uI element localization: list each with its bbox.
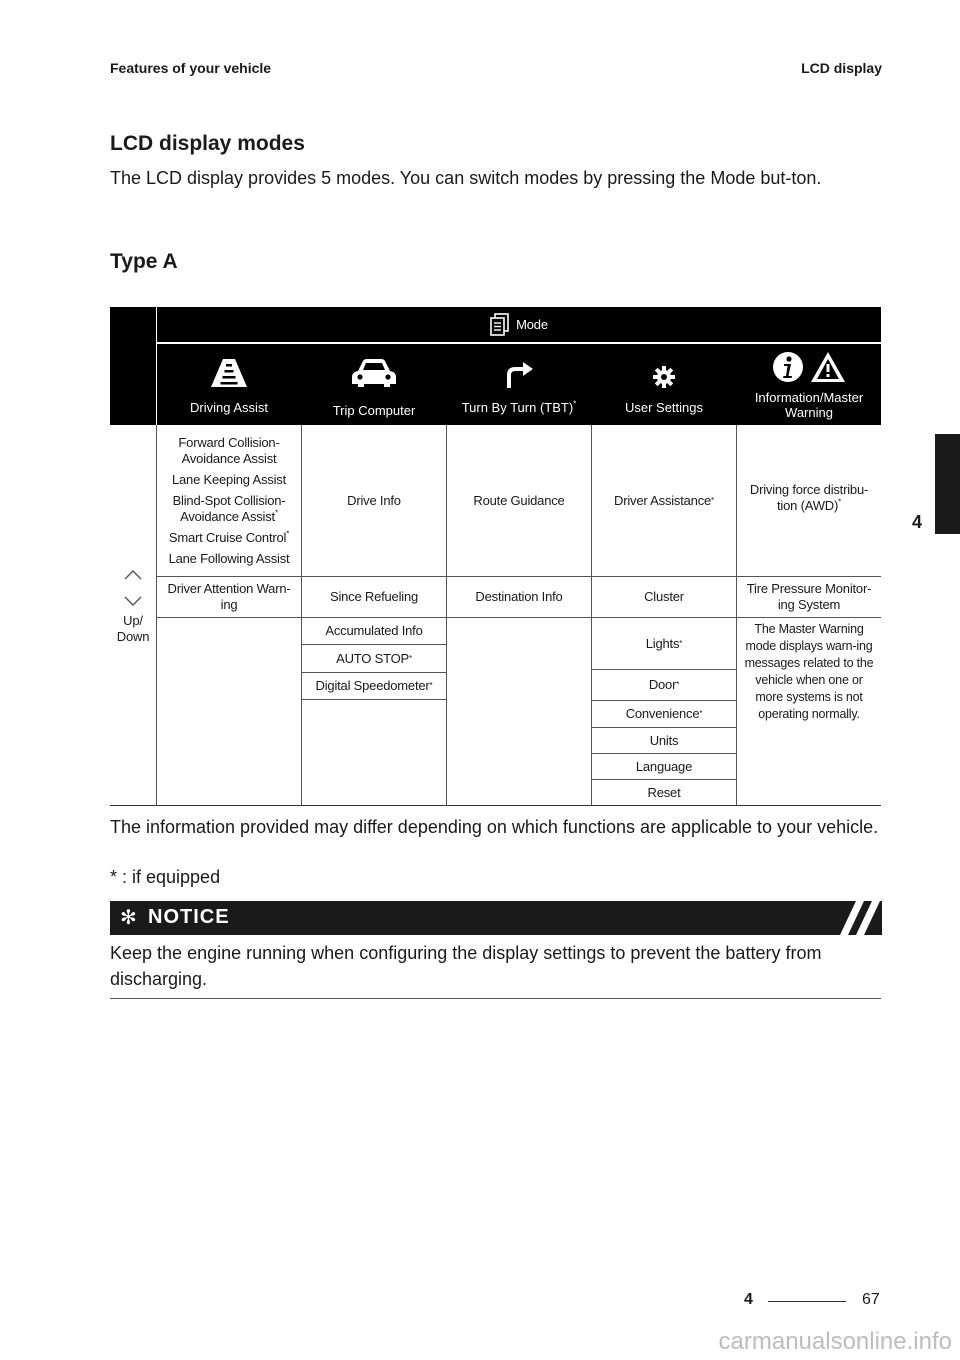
mode-label-trip-computer: Trip Computer [332, 403, 416, 418]
running-header-topic: LCD display [801, 60, 882, 76]
tbt-icon-wrap [447, 361, 591, 389]
mode-header [157, 307, 881, 342]
item-lka: Lane Keeping Assist [171, 471, 286, 487]
lane-icon [209, 357, 249, 389]
type-title: Type A [110, 250, 178, 273]
chapter-number: 4 [912, 512, 923, 532]
mode-label-info-warning: Information/Master Warning [754, 390, 864, 420]
turn-arrow-icon [504, 361, 534, 389]
item-daw: Driver Attention Warn-ing [167, 581, 291, 612]
info-icon [772, 351, 804, 383]
car-icon [350, 357, 398, 389]
item-auto-stop: AUTO STOP * [336, 650, 412, 666]
section-title: LCD display modes [110, 132, 305, 155]
footer-page-number: 67 [862, 1291, 880, 1308]
item-cluster: Cluster [644, 589, 684, 604]
footer-chapter: 4 [744, 1291, 753, 1308]
item-door: Door * [648, 677, 680, 692]
gear-icon [652, 365, 676, 389]
applicability-note: The information provided may differ depending on which functions are applicable to your vehicle. [110, 817, 879, 837]
item-accumulated-info: Accumulated Info [325, 623, 423, 638]
watermark: carmanualsonline.info [718, 1328, 952, 1355]
chevron-down-icon [123, 595, 143, 607]
trip-computer-icon-wrap [302, 357, 446, 389]
warning-icon [810, 351, 846, 383]
info-warning-icon-wrap [737, 351, 881, 383]
item-reset: Reset [647, 784, 681, 800]
driving-assist-icon-wrap [157, 357, 301, 389]
notice-label: NOTICE [148, 906, 230, 928]
item-digital-speedometer: Digital Speedometer * [315, 678, 433, 693]
notice-banner [110, 901, 882, 935]
item-convenience: Convenience * [625, 706, 703, 721]
item-lfa: Lane Following Assist [168, 550, 290, 566]
asterisk-icon: ✻ [120, 907, 137, 929]
chevron-up-icon [123, 569, 143, 581]
item-since-refueling: Since Refueling [329, 589, 419, 604]
section-divider [110, 998, 881, 999]
item-driver-assistance: Driver Assistance * [614, 493, 714, 508]
mode-label-tbt: Turn By Turn (TBT)* [461, 399, 577, 415]
item-bca: Blind-Spot Collision-Avoidance Assist* [172, 492, 286, 524]
item-language: Language [635, 758, 693, 774]
item-units: Units [649, 732, 679, 748]
mode-label-driving-assist: Driving Assist [189, 400, 269, 415]
mode-header-label: Mode [516, 316, 548, 332]
intro-paragraph: The LCD display provides 5 modes. You can switch modes by pressing the Mode but-ton. [110, 168, 822, 188]
item-fca: Forward Collision-Avoidance Assist [178, 434, 280, 466]
item-driving-force: Driving force distribu-tion (AWD)* [749, 482, 869, 513]
footer-rule [768, 1301, 846, 1302]
modes-table [110, 307, 881, 806]
table-corner-block [110, 307, 156, 425]
updown-cell [110, 562, 156, 652]
equipped-note: * : if equipped [110, 867, 221, 887]
item-route-guidance: Route Guidance [473, 493, 565, 508]
slash-decoration-icon [822, 901, 882, 935]
item-lights: Lights * [645, 635, 683, 651]
driving-assist-items [157, 428, 301, 574]
item-drive-info: Drive Info [347, 493, 401, 508]
item-master-warning: The Master Warning mode displays warn-ing messages related to the vehicle when one or more systems is not operating normally. [744, 622, 874, 721]
mode-button-icon [490, 313, 510, 337]
notice-text: Keep the engine running when configuring the display settings to prevent the battery from discharging. [110, 943, 822, 989]
updown-label: Up/ Down [116, 613, 150, 644]
chapter-tab [935, 434, 960, 534]
running-header-section: Features of your vehicle [110, 60, 272, 76]
mode-label-user-settings: User Settings [624, 400, 704, 415]
item-scc: Smart Cruise Control* [168, 529, 290, 545]
item-tpms: Tire Pressure Monitor-ing System [746, 581, 872, 612]
user-settings-icon-wrap [592, 365, 736, 389]
item-destination-info: Destination Info [475, 589, 563, 604]
